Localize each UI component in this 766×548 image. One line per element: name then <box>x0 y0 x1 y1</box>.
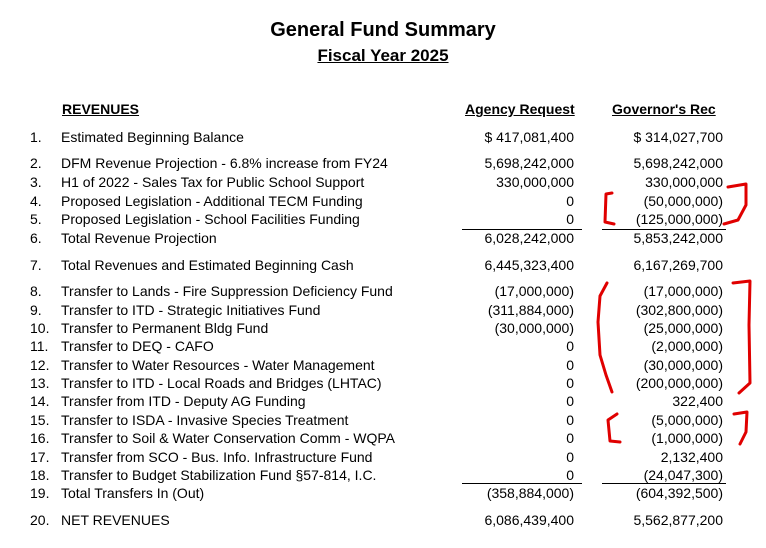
row-number: 8. <box>30 283 42 299</box>
governors-rec-value: (302,800,000) <box>635 302 723 318</box>
table-row <box>0 128 766 146</box>
governors-rec-value: 5,698,242,000 <box>633 155 723 171</box>
row-number: 1. <box>30 129 42 145</box>
row-label: Transfer to Permanent Bldg Fund <box>61 320 269 336</box>
row-number: 5. <box>30 211 42 227</box>
governors-rec-value: (2,000,000) <box>651 338 723 354</box>
page-subtitle: Fiscal Year 2025 <box>317 46 449 65</box>
agency-request-value: 6,028,242,000 <box>484 230 574 246</box>
row-number: 16. <box>30 430 50 446</box>
table-row <box>0 511 766 529</box>
table-row <box>0 301 766 319</box>
row-label: Proposed Legislation - Additional TECM Funding <box>61 193 363 209</box>
table-row <box>0 173 766 191</box>
row-label: Transfer to ITD - Strategic Initiatives Fund <box>61 302 321 318</box>
row-label: DFM Revenue Projection - 6.8% increase from FY24 <box>61 155 388 171</box>
row-number: 12. <box>30 357 50 373</box>
subtotal-rule-agency <box>462 229 582 230</box>
row-label: Transfer to DEQ - CAFO <box>61 338 214 354</box>
governors-rec-value: (50,000,000) <box>643 193 723 209</box>
row-number: 7. <box>30 257 42 273</box>
row-label: Transfer from ITD - Deputy AG Funding <box>61 393 306 409</box>
agency-request-value: 0 <box>566 412 574 428</box>
governors-rec-value: (25,000,000) <box>643 320 723 336</box>
governors-rec-value: (24,047,300) <box>643 467 723 483</box>
table-row <box>0 356 766 374</box>
governors-rec-value: (17,000,000) <box>643 283 723 299</box>
table-row <box>0 392 766 410</box>
agency-request-value: (311,884,000) <box>487 302 574 318</box>
row-label: Transfer to Budget Stabilization Fund §57-814, I.C. <box>61 467 377 483</box>
governors-rec-header: Governor's Rec <box>612 101 716 117</box>
row-number: 17. <box>30 449 50 465</box>
page-title: General Fund Summary <box>270 19 496 41</box>
governors-rec-value: (200,000,000) <box>635 375 723 391</box>
total-rule-governor <box>602 483 726 484</box>
agency-request-value: 0 <box>566 375 574 391</box>
agency-request-value: (17,000,000) <box>494 283 574 299</box>
row-number: 9. <box>30 302 42 318</box>
row-number: 19. <box>30 485 50 501</box>
row-number: 2. <box>30 155 42 171</box>
row-number: 11. <box>30 338 49 354</box>
row-number: 4. <box>30 193 42 209</box>
row-number: 13. <box>30 375 50 391</box>
table-row <box>0 337 766 355</box>
table-row <box>0 282 766 300</box>
row-label: H1 of 2022 - Sales Tax for Public School Support <box>61 174 365 190</box>
agency-request-value: (30,000,000) <box>494 320 574 336</box>
table-row <box>0 484 766 502</box>
row-label: Transfer from SCO - Bus. Info. Infrastructure Fund <box>61 449 373 465</box>
table-row <box>0 256 766 274</box>
agency-request-value: $ 417,081,400 <box>484 129 574 145</box>
table-row <box>0 210 766 228</box>
table-row <box>0 466 766 484</box>
table-row <box>0 411 766 429</box>
row-number: 10. <box>30 320 50 336</box>
row-label: Transfer to Water Resources - Water Management <box>61 357 375 373</box>
agency-request-header: Agency Request <box>465 101 575 117</box>
row-number: 6. <box>30 230 42 246</box>
row-label: Estimated Beginning Balance <box>61 129 244 145</box>
row-number: 20. <box>30 512 50 528</box>
governors-rec-value: 330,000,000 <box>645 174 723 190</box>
agency-request-value: (358,884,000) <box>486 485 574 501</box>
agency-request-value: 0 <box>566 211 574 227</box>
row-label: Transfer to Lands - Fire Suppression Deficiency Fund <box>61 283 393 299</box>
agency-request-value: 330,000,000 <box>496 174 574 190</box>
revenues-header: REVENUES <box>62 101 140 117</box>
governors-rec-value: 6,167,269,700 <box>633 257 723 273</box>
agency-request-value: 0 <box>566 393 574 409</box>
governors-rec-value: 5,853,242,000 <box>633 230 723 246</box>
agency-request-value: 5,698,242,000 <box>484 155 574 171</box>
row-label: Transfer to ITD - Local Roads and Bridges (LHTAC) <box>61 375 382 391</box>
table-row <box>0 154 766 172</box>
row-label: Total Revenue Projection <box>61 230 217 246</box>
table-row <box>0 319 766 337</box>
row-number: 3. <box>30 174 42 190</box>
governors-rec-value: (1,000,000) <box>651 430 723 446</box>
row-label: Proposed Legislation - School Facilities Funding <box>61 211 360 227</box>
row-number: 18. <box>30 467 50 483</box>
governors-rec-value: (604,392,500) <box>635 485 723 501</box>
table-row <box>0 448 766 466</box>
table-row <box>0 429 766 447</box>
agency-request-value: 0 <box>566 338 574 354</box>
row-label: Transfer to Soil & Water Conservation Comm - WQPA <box>61 430 396 446</box>
governors-rec-value: 322,400 <box>672 393 723 409</box>
agency-request-value: 0 <box>566 467 574 483</box>
row-label: Total Revenues and Estimated Beginning Cash <box>61 257 354 273</box>
subtotal-rule-governor <box>602 229 726 230</box>
row-label: Total Transfers In (Out) <box>61 485 205 501</box>
governors-rec-value: (30,000,000) <box>643 357 723 373</box>
row-label: Transfer to ISDA - Invasive Species Treatment <box>61 412 349 428</box>
agency-request-value: 0 <box>566 193 574 209</box>
agency-request-value: 0 <box>566 357 574 373</box>
table-row <box>0 374 766 392</box>
governors-rec-value: (125,000,000) <box>635 211 723 227</box>
table-row <box>0 229 766 247</box>
row-number: 14. <box>30 393 50 409</box>
row-label: NET REVENUES <box>61 512 170 528</box>
agency-request-value: 6,086,439,400 <box>484 512 574 528</box>
agency-request-value: 0 <box>566 430 574 446</box>
total-rule-agency <box>462 483 582 484</box>
governors-rec-value: 5,562,877,200 <box>633 512 723 528</box>
governors-rec-value: $ 314,027,700 <box>633 129 723 145</box>
agency-request-value: 0 <box>566 449 574 465</box>
row-number: 15. <box>30 412 50 428</box>
table-row <box>0 192 766 210</box>
governors-rec-value: 2,132,400 <box>660 449 723 465</box>
agency-request-value: 6,445,323,400 <box>484 257 574 273</box>
governors-rec-value: (5,000,000) <box>651 412 723 428</box>
